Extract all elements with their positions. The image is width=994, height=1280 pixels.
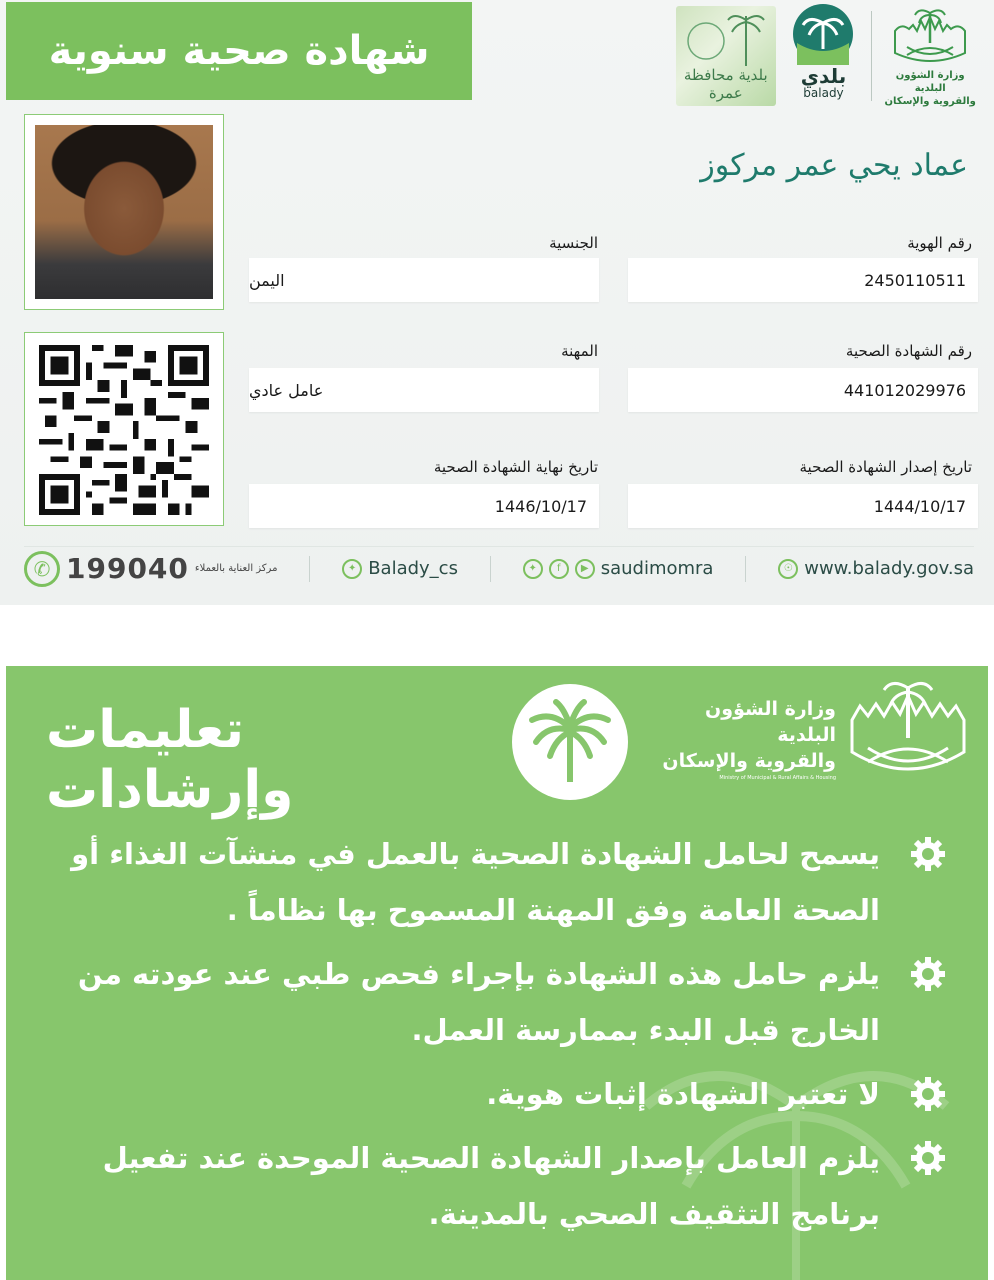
holder-photo-frame <box>24 114 224 310</box>
balady-english-label: balady <box>803 86 844 100</box>
palm-tree-icon <box>522 694 618 790</box>
certificate-number-value: 441012029976 <box>628 368 978 412</box>
gear-bullet-icon <box>910 1140 946 1176</box>
hotline <box>24 551 277 587</box>
gear-bullet-icon <box>910 836 946 872</box>
twitter-contact <box>342 558 458 579</box>
instruction-item <box>56 826 946 938</box>
balady-arabic-label: بلدي <box>800 64 847 88</box>
instructions-card <box>6 666 988 1280</box>
instruction-item <box>56 1066 946 1122</box>
saudi-emblem-icon <box>844 676 972 794</box>
instruction-text: يسمح لحامل الشهادة الصحية بالعمل في منشآت الغذاء أو الصحة العامة وفق المهنة المسموح بها نظاماً . <box>71 837 880 927</box>
twitter-icon: ✦ <box>342 559 362 579</box>
globe-icon: ☉ <box>778 559 798 579</box>
logos-strip <box>676 2 976 110</box>
instruction-text: لا تعتبر الشهادة إثبات هوية. <box>486 1077 880 1111</box>
hotline-number: 199040 <box>66 552 189 585</box>
id-number-label: رقم الهوية <box>907 234 972 252</box>
website-url: www.balady.gov.sa <box>804 558 974 579</box>
youtube-icon: ▶ <box>575 559 595 579</box>
facebook-icon: f <box>549 559 569 579</box>
back-ministry-name <box>646 696 836 782</box>
expiry-date-value: 1446/10/17 <box>249 484 599 528</box>
card-footer <box>24 546 974 590</box>
ministry-logo <box>884 3 976 109</box>
footer-divider <box>745 556 746 582</box>
expiry-date-label: تاريخ نهاية الشهادة الصحية <box>433 458 598 476</box>
certificate-title: شهادة صحية سنوية <box>48 28 430 74</box>
certificate-number-label: رقم الشهادة الصحية <box>845 342 972 360</box>
saudi-emblem-icon <box>889 3 971 69</box>
instruction-text: يلزم حامل هذه الشهادة بإجراء فحص طبي عند عودته من الخارج قبل البدء بممارسة العمل. <box>77 957 880 1047</box>
balady-palm-icon <box>791 3 855 65</box>
hotline-label: مركز العناية بالعملاء <box>194 563 278 574</box>
ministry-name-line2: والقروية والإسكان <box>884 96 976 107</box>
back-ministry-english: Ministry of Municipal & Rural Affairs & Housing <box>719 775 836 781</box>
balady-logo <box>788 3 860 109</box>
nationality-value: اليمن <box>249 258 599 302</box>
health-certificate-card <box>0 0 994 605</box>
social-handle: saudimomra <box>600 558 714 579</box>
umrah-municipality-label: بلدية محافظة عمرة <box>683 66 768 102</box>
ministry-name-line1: وزارة الشؤون البلدية <box>895 70 965 94</box>
back-ministry-line2: والقروية والإسكان <box>662 750 836 772</box>
logo-divider <box>871 11 872 101</box>
qr-code-frame <box>24 332 224 526</box>
instruction-item <box>56 946 946 1058</box>
holder-name: عماد يحي عمر مركوز <box>700 148 968 183</box>
instructions-list <box>56 826 946 1250</box>
holder-photo <box>35 125 213 299</box>
instructions-title: تعليمات وإرشادات <box>46 700 294 820</box>
back-ministry-line1: وزارة الشؤون البلدية <box>705 698 836 746</box>
issue-date-label: تاريخ إصدار الشهادة الصحية <box>799 458 972 476</box>
footer-divider <box>309 556 310 582</box>
certificate-title-banner <box>6 2 472 100</box>
gear-bullet-icon <box>910 1076 946 1112</box>
nationality-label: الجنسية <box>549 234 598 252</box>
qr-code-icon <box>39 345 209 515</box>
social-contact <box>523 558 714 579</box>
phone-icon: ✆ <box>24 551 60 587</box>
twitter-handle: Balady_cs <box>368 558 458 579</box>
instruction-item <box>56 1130 946 1242</box>
website-contact <box>778 558 974 579</box>
umrah-municipality-logo <box>676 6 776 106</box>
profession-value: عامل عادي <box>249 368 599 412</box>
palm-logo <box>512 684 628 800</box>
instruction-text: يلزم العامل بإصدار الشهادة الصحية الموحدة عند تفعيل برنامج التثقيف الصحي بالمدينة. <box>102 1141 880 1231</box>
profession-label: المهنة <box>561 342 598 360</box>
twitter-icon: ✦ <box>523 559 543 579</box>
issue-date-value: 1444/10/17 <box>628 484 978 528</box>
gear-bullet-icon <box>910 956 946 992</box>
footer-divider <box>490 556 491 582</box>
id-number-value: 2450110511 <box>628 258 978 302</box>
